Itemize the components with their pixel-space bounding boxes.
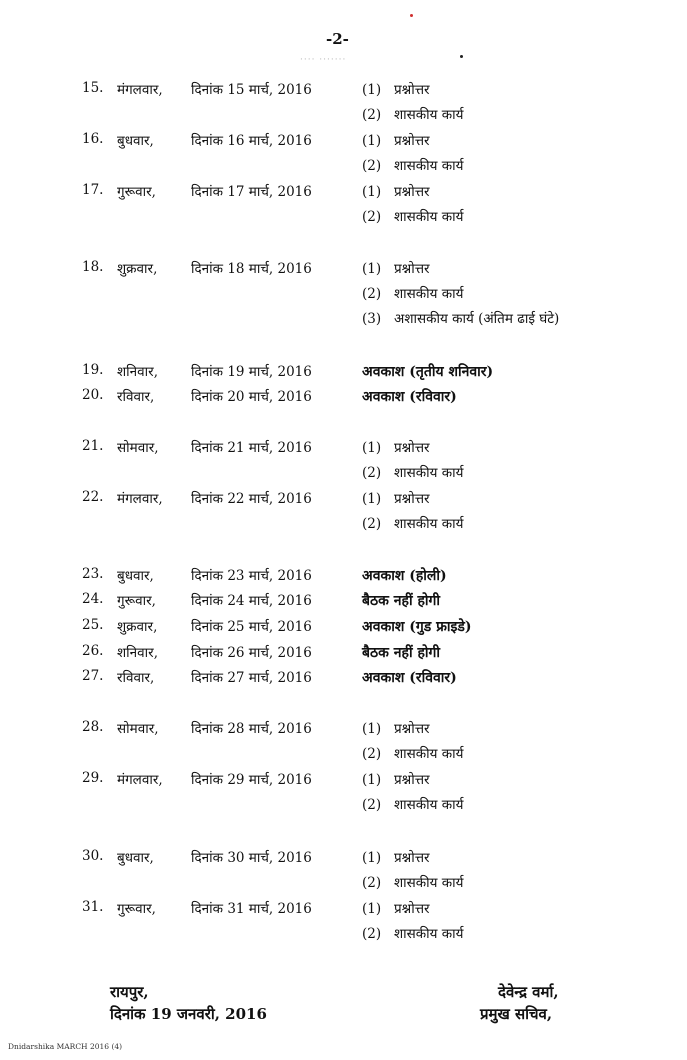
entry-number: 19. <box>82 362 104 378</box>
entry-date: दिनांक 21 मार्च, 2016 <box>191 440 312 456</box>
activity-index: (2) <box>362 746 382 762</box>
activity-index: (1) <box>362 82 382 98</box>
activity-index: (1) <box>362 772 382 788</box>
entry-activity <box>362 259 430 277</box>
faint-header-text: ···· ······· <box>300 55 347 65</box>
activity-index: (1) <box>362 133 382 149</box>
entry-date: दिनांक 28 मार्च, 2016 <box>191 721 312 737</box>
activity-index: (2) <box>362 797 382 813</box>
activity-index: (3) <box>362 311 382 327</box>
entry-number: 24. <box>82 591 104 607</box>
entry-date: दिनांक 17 मार्च, 2016 <box>191 184 312 200</box>
activity-text: शासकीय कार्य <box>394 286 464 302</box>
entry-activity <box>362 156 463 174</box>
entry-day: सोमवार, <box>117 721 159 737</box>
entry-number: 29. <box>82 770 104 786</box>
entry-date: दिनांक 15 मार्च, 2016 <box>191 82 312 98</box>
entry-date: दिनांक 27 मार्च, 2016 <box>191 670 312 686</box>
signatory-title: प्रमुख सचिव, <box>480 1005 553 1023</box>
activity-index: (2) <box>362 516 382 532</box>
entry-date: दिनांक 22 मार्च, 2016 <box>191 491 312 507</box>
entry-activity <box>362 284 463 302</box>
activity-index: (2) <box>362 926 382 942</box>
entry-day: बुधवार, <box>117 568 154 584</box>
entry-number: 26. <box>82 643 104 659</box>
entry-day: शुक्रवार, <box>117 619 158 635</box>
entry-activity <box>362 719 430 737</box>
entry-number: 22. <box>82 489 104 505</box>
entry-number: 23. <box>82 566 104 582</box>
activity-text: प्रश्नोत्तर <box>394 82 430 98</box>
activity-index: (1) <box>362 491 382 507</box>
entry-date: दिनांक 19 मार्च, 2016 <box>191 364 312 380</box>
entry-activity <box>362 744 463 762</box>
entry-date: दिनांक 31 मार्च, 2016 <box>191 901 312 917</box>
activity-index: (2) <box>362 875 382 891</box>
signatory-name: देवेन्द्र वर्मा, <box>498 983 559 1001</box>
activity-index: (1) <box>362 184 382 200</box>
entry-day: शनिवार, <box>117 364 158 380</box>
entry-activity <box>362 80 430 98</box>
entry-activity <box>362 438 430 456</box>
issue-date: दिनांक 19 जनवरी, 2016 <box>110 1005 267 1023</box>
activity-index: (2) <box>362 158 382 174</box>
entry-date: दिनांक 26 मार्च, 2016 <box>191 645 312 661</box>
activity-text: शासकीय कार्य <box>394 465 464 481</box>
activity-text: प्रश्नोत्तर <box>394 261 430 277</box>
entry-holiday: अवकाश (गुड फ्राइडे) <box>362 619 472 635</box>
activity-text: शासकीय कार्य <box>394 746 464 762</box>
entry-number: 28. <box>82 719 104 735</box>
place-label: रायपुर, <box>110 983 149 1001</box>
entry-day: मंगलवार, <box>117 82 163 98</box>
entry-holiday: बैठक नहीं होगी <box>362 645 441 661</box>
entry-day: रविवार, <box>117 670 155 686</box>
entry-holiday: अवकाश (तृतीय शनिवार) <box>362 364 494 380</box>
entry-holiday: बैठक नहीं होगी <box>362 593 441 609</box>
entry-activity <box>362 309 559 327</box>
entry-date: दिनांक 18 मार्च, 2016 <box>191 261 312 277</box>
entry-activity <box>362 105 463 123</box>
activity-text: प्रश्नोत्तर <box>394 850 430 866</box>
file-reference: Dnidarshika MARCH 2016 (4) <box>8 1042 123 1051</box>
entry-day: बुधवार, <box>117 133 154 149</box>
activity-index: (1) <box>362 901 382 917</box>
activity-index: (2) <box>362 209 382 225</box>
entry-number: 31. <box>82 899 104 915</box>
entry-activity <box>362 207 463 225</box>
entry-number: 27. <box>82 668 104 684</box>
entry-number: 17. <box>82 182 104 198</box>
entry-day: शनिवार, <box>117 645 158 661</box>
activity-text: प्रश्नोत्तर <box>394 772 430 788</box>
entry-holiday: अवकाश (रविवार) <box>362 389 457 405</box>
entry-number: 16. <box>82 131 104 147</box>
activity-text: अशासकीय कार्य (अंतिम ढाई घंटे) <box>394 311 560 327</box>
entry-day: गुरूवार, <box>117 901 156 917</box>
entry-day: बुधवार, <box>117 850 154 866</box>
entry-date: दिनांक 29 मार्च, 2016 <box>191 772 312 788</box>
activity-text: प्रश्नोत्तर <box>394 133 430 149</box>
entry-day: शुक्रवार, <box>117 261 158 277</box>
activity-text: प्रश्नोत्तर <box>394 901 430 917</box>
entry-date: दिनांक 30 मार्च, 2016 <box>191 850 312 866</box>
activity-text: शासकीय कार्य <box>394 797 464 813</box>
entry-day: गुरूवार, <box>117 593 156 609</box>
scan-speck-2 <box>460 55 463 58</box>
entry-holiday: अवकाश (रविवार) <box>362 670 457 686</box>
activity-text: शासकीय कार्य <box>394 158 464 174</box>
activity-text: प्रश्नोत्तर <box>394 440 430 456</box>
activity-text: प्रश्नोत्तर <box>394 184 430 200</box>
entry-activity <box>362 899 430 917</box>
entry-number: 25. <box>82 617 104 633</box>
activity-index: (1) <box>362 261 382 277</box>
entry-activity <box>362 131 430 149</box>
entry-day: रविवार, <box>117 389 155 405</box>
activity-index: (2) <box>362 465 382 481</box>
entry-date: दिनांक 16 मार्च, 2016 <box>191 133 312 149</box>
entry-day: मंगलवार, <box>117 772 163 788</box>
activity-index: (2) <box>362 286 382 302</box>
activity-index: (2) <box>362 107 382 123</box>
entry-activity <box>362 463 463 481</box>
entry-holiday: अवकाश (होली) <box>362 568 447 584</box>
entry-activity <box>362 924 463 942</box>
activity-text: शासकीय कार्य <box>394 875 464 891</box>
entry-number: 15. <box>82 80 104 96</box>
entry-activity <box>362 848 430 866</box>
entry-day: गुरूवार, <box>117 184 156 200</box>
entry-date: दिनांक 24 मार्च, 2016 <box>191 593 312 609</box>
entry-number: 18. <box>82 259 104 275</box>
entry-activity <box>362 873 463 891</box>
entry-date: दिनांक 23 मार्च, 2016 <box>191 568 312 584</box>
page-number: -2- <box>326 30 349 48</box>
entry-activity <box>362 770 430 788</box>
activity-text: शासकीय कार्य <box>394 516 464 532</box>
entry-date: दिनांक 20 मार्च, 2016 <box>191 389 312 405</box>
entry-day: मंगलवार, <box>117 491 163 507</box>
entry-activity <box>362 489 430 507</box>
entry-activity <box>362 182 430 200</box>
activity-index: (1) <box>362 440 382 456</box>
entry-activity <box>362 514 463 532</box>
activity-text: प्रश्नोत्तर <box>394 721 430 737</box>
activity-text: शासकीय कार्य <box>394 926 464 942</box>
activity-text: शासकीय कार्य <box>394 209 464 225</box>
activity-text: प्रश्नोत्तर <box>394 491 430 507</box>
entry-number: 21. <box>82 438 104 454</box>
activity-text: शासकीय कार्य <box>394 107 464 123</box>
scan-speck <box>410 14 413 17</box>
entry-day: सोमवार, <box>117 440 159 456</box>
activity-index: (1) <box>362 850 382 866</box>
entry-number: 20. <box>82 387 104 403</box>
activity-index: (1) <box>362 721 382 737</box>
entry-number: 30. <box>82 848 104 864</box>
entry-activity <box>362 795 463 813</box>
entry-date: दिनांक 25 मार्च, 2016 <box>191 619 312 635</box>
